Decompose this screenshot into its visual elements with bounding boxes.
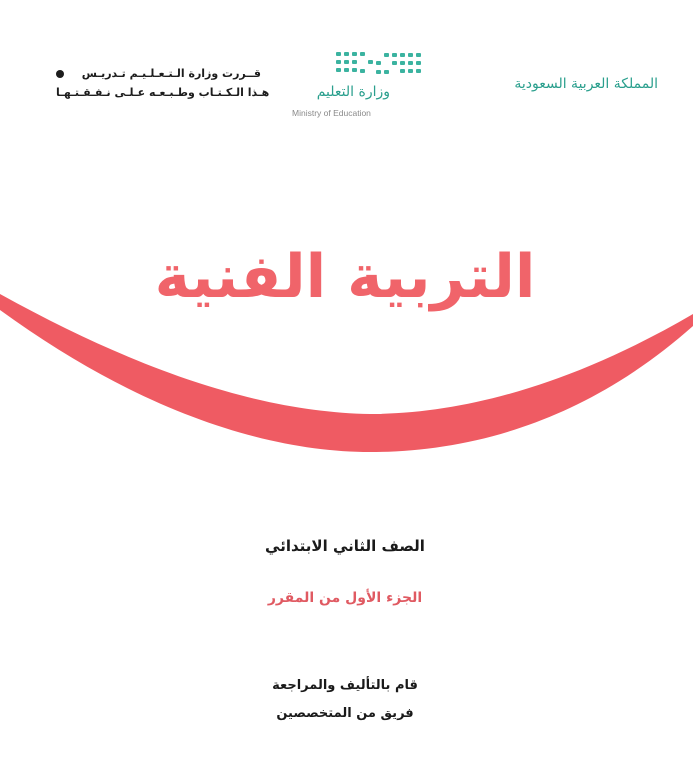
ministry-name-english: Ministry of Education xyxy=(292,108,371,118)
approval-statement xyxy=(56,64,270,102)
grade-label: الصف الثاني الابتدائي xyxy=(265,537,425,555)
approval-line xyxy=(56,64,261,83)
approval-text: قــررت وزارة الـتـعـلـيـم تـدريـس xyxy=(81,67,261,80)
book-title: التربية الفنية xyxy=(154,242,536,312)
kingdom-label: المملكة العربية السعودية xyxy=(514,76,658,92)
approval-text: هـذا الـكـتـاب وطـبـعـه عـلـى نـفـقـتـهـا xyxy=(56,86,270,99)
bullet-icon xyxy=(56,70,64,78)
part-label: الجزء الأول من المقرر xyxy=(267,590,423,606)
credits-line: فريق من المتخصصين xyxy=(276,706,414,721)
ministry-logo xyxy=(290,50,420,122)
ministry-dots-logo-icon xyxy=(334,50,430,80)
approval-line xyxy=(56,83,270,102)
credits-line: قام بالتأليف والمراجعة xyxy=(272,678,418,693)
ministry-name-arabic: وزارة التعليم xyxy=(316,84,390,100)
